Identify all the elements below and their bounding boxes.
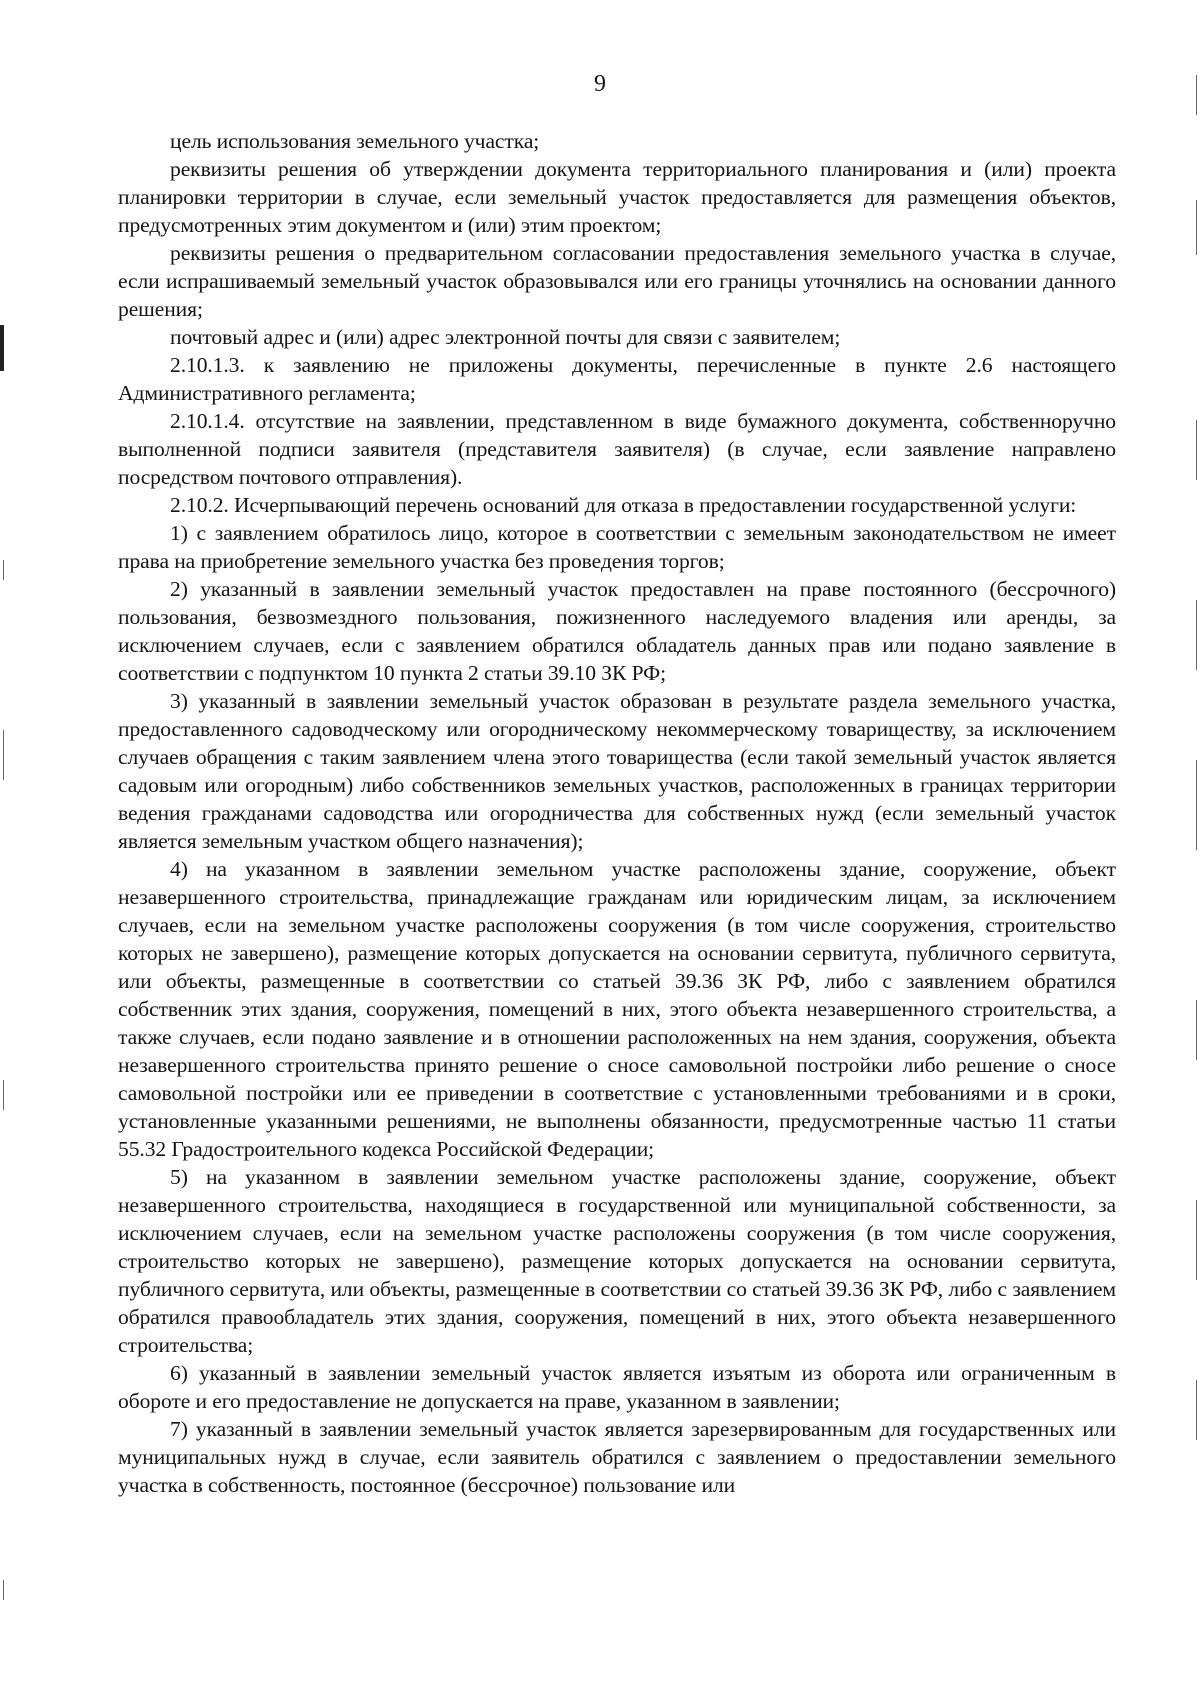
paragraph: 2.10.1.4. отсутствие на заявлении, представленном в виде бумажного документа, собственноручно выполненной подписи заявителя (представителя заявителя) (в случае, если заявление направлено посредством почтового отправления). bbox=[118, 409, 1116, 489]
scan-edge-line bbox=[1196, 1000, 1197, 1060]
document-body bbox=[118, 127, 1116, 1499]
paragraph: 3) указанный в заявлении земельный участок образован в результате раздела земельного участка, предоставленного садоводческому или огородническому некоммерческому товариществу, за исключением случаев обращения с таким заявлением члена этого товарищества (если такой земельный участок является садовым или огородным) либо собственников земельных участков, расположенных в границах территории ведения гражданами садоводства или огородничества для собственных нужд (если земельный участок является земельным участком общего назначения); bbox=[118, 689, 1116, 853]
scan-edge-line bbox=[1196, 760, 1197, 850]
page-number: 9 bbox=[594, 71, 606, 97]
scan-edge-line bbox=[3, 560, 4, 580]
scan-edge-line bbox=[3, 1580, 4, 1600]
paragraph: 6) указанный в заявлении земельный участок является изъятым из оборота или ограниченным в обороте и его предоставление не допускается на праве, указанном в заявлении; bbox=[118, 1361, 1116, 1413]
scan-edge-line bbox=[1196, 75, 1197, 115]
scan-edge-line bbox=[1196, 1380, 1197, 1440]
paragraph: реквизиты решения об утверждении документа территориального планирования и (или) проекта планировки территории в случае, если земельный участок предоставляется для размещения объектов, предусмотренных этим документом и (или) этим проектом; bbox=[118, 157, 1116, 237]
paragraph: цель использования земельного участка; bbox=[170, 129, 540, 153]
paragraph: 4) на указанном в заявлении земельном участке расположены здание, сооружение, объект незавершенного строительства, принадлежащие гражданам или юридическим лицам, за исключением случаев, если на земельном участке расположены сооружения (в том числе сооружения, строительство которых не завершено), размещение которых допускается на основании сервитута, публичного сервитута, или объекты, размещенные в соответствии со статьей 39.36 ЗК РФ, либо с заявлением обратился собственник этих здания, сооружения, помещений в них, этого объекта незавершенного строительства, а также случаев, если подано заявление и в отношении расположенных на нем здания, сооружения, объекта незавершенного строительства принято решение о сносе самовольной постройки либо решение о сносе самовольной постройки или ее приведении в соответствие с установленными требованиями и в сроки, установленные указанными решениями, не выполнены обязанности, предусмотренные частью 11 статьи 55.32 Градостроительного кодекса Российской Федерации; bbox=[118, 857, 1116, 1161]
paragraph: 7) указанный в заявлении земельный участок является зарезервированным для государственных или муниципальных нужд в случае, если заявитель обратился с заявлением о предоставлении земельного участка в собственность, постоянное (бессрочное) пользование или bbox=[118, 1417, 1116, 1497]
paragraph: 1) с заявлением обратилось лицо, которое в соответствии с земельным законодательством не имеет права на приобретение земельного участка без проведения торгов; bbox=[118, 521, 1116, 573]
scan-edge-line bbox=[3, 730, 4, 780]
scan-edge-mark bbox=[0, 325, 4, 371]
scan-edge-line bbox=[1196, 420, 1197, 480]
paragraph: 2.10.2. Исчерпывающий перечень оснований для отказа в предоставлении государственной услуги: bbox=[170, 493, 1077, 517]
paragraph: 2) указанный в заявлении земельный участок предоставлен на праве постоянного (бессрочного) пользования, безвозмездного пользования, пожизненного наследуемого владения или аренды, за исключением случаев, если с заявлением обратился обладатель данных прав или подано заявление в соответствии с подпунктом 10 пункта 2 статьи 39.10 ЗК РФ; bbox=[118, 577, 1116, 685]
paragraph: 2.10.1.3. к заявлению не приложены документы, перечисленные в пункте 2.6 настоящего Административного регламента; bbox=[118, 353, 1116, 405]
scan-edge-line bbox=[1196, 600, 1197, 670]
paragraph: реквизиты решения о предварительном согласовании предоставления земельного участка в случае, если испрашиваемый земельный участок образовывался или его границы уточнялись на основании данного решения; bbox=[118, 241, 1116, 321]
paragraph: 5) на указанном в заявлении земельном участке расположены здание, сооружение, объект незавершенного строительства, находящиеся в государственной или муниципальной собственности, за исключением случаев, если на земельном участке расположены сооружения (в том числе сооружения, строительство которых не завершено), размещение которых допускается на основании сервитута, публичного сервитута, или объекты, размещенные в соответствии со статьей 39.36 ЗК РФ, либо с заявлением обратился правообладатель этих здания, сооружения, помещений в них, этого объекта незавершенного строительства; bbox=[118, 1165, 1116, 1357]
scan-edge-line bbox=[1196, 200, 1197, 255]
scan-edge-line bbox=[1196, 1200, 1197, 1280]
scan-edge-line bbox=[3, 1080, 4, 1110]
paragraph: почтовый адрес и (или) адрес электронной почты для связи с заявителем; bbox=[170, 325, 841, 349]
